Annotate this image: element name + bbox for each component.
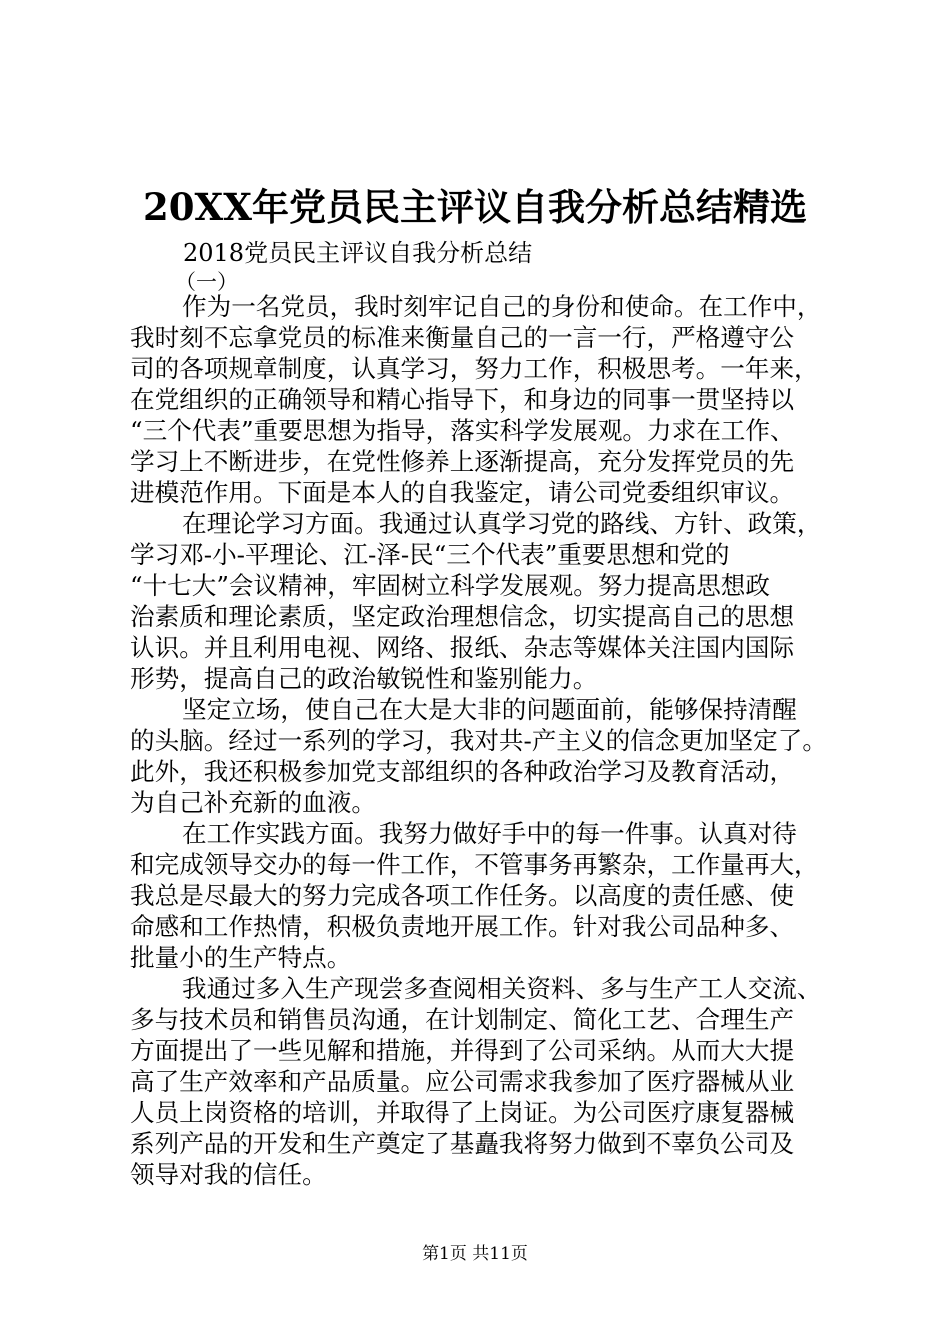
paragraph-line: 在党组织的正确领导和精心指导下，和身边的同事一贯坚持以 bbox=[130, 385, 795, 414]
paragraph-line: 坚定立场，使自己在大是大非的问题面前，能够保持清醒 bbox=[182, 695, 797, 724]
paragraph-line: 高了生产效率和产品质量。应公司需求我参加了医疗器械从业 bbox=[130, 1067, 795, 1096]
paragraph-line: 学习上不断进步，在党性修养上逐渐提高，充分发挥党员的先 bbox=[130, 447, 795, 476]
paragraph-line: 和完成领导交办的每一件工作，不管事务再繁杂，工作量再大， bbox=[130, 850, 819, 879]
paragraph-line: 我通过多入生产现尝多查阅相关资料、多与生产工人交流、 bbox=[182, 974, 822, 1003]
paragraph-line: 我时刻不忘拿党员的标准来衡量自己的一言一行，严格遵守公 bbox=[130, 323, 795, 352]
paragraph-line: 系列产品的开发和生产奠定了基矗我将努力做到不辜负公司及 bbox=[130, 1129, 795, 1158]
paragraph-line: “十七大”会议精神，牢固树立科学发展观。努力提高思想政 bbox=[130, 571, 770, 600]
paragraph-line: 我总是尽最大的努力完成各项工作任务。以高度的责任感、使 bbox=[130, 881, 795, 910]
paragraph-line: 批量小的生产特点。 bbox=[130, 943, 352, 972]
paragraph-line: 学习邓-小-平理论、江-泽-民“三个代表”重要思想和党的 bbox=[130, 540, 730, 569]
paragraph-line: 认识。并且利用电视、网络、报纸、杂志等媒体关注国内国际 bbox=[130, 633, 795, 662]
paragraph-line: 领导对我的信任。 bbox=[130, 1160, 327, 1189]
section-number: （一） bbox=[175, 270, 238, 294]
paragraph-line: 多与技术员和销售员沟通，在计划制定、简化工艺、合理生产 bbox=[130, 1005, 795, 1034]
paragraph-line: 在理论学习方面。我通过认真学习党的路线、方针、政策， bbox=[182, 509, 822, 538]
paragraph-line: 为自己补充新的血液。 bbox=[130, 788, 376, 817]
document-body bbox=[130, 291, 830, 1190]
paragraph-line: 方面提出了一些见解和措施，并得到了公司采纳。从而大大提 bbox=[130, 1036, 795, 1065]
document-subtitle: 2018党员民主评议自我分析总结 bbox=[183, 239, 533, 267]
paragraph-line: 在工作实践方面。我努力做好手中的每一件事。认真对待 bbox=[182, 819, 797, 848]
paragraph-line: 进模范作用。下面是本人的自我鉴定，请公司党委组织审议。 bbox=[130, 478, 795, 507]
paragraph-line: 作为一名党员，我时刻牢记自己的身份和使命。在工作中， bbox=[182, 292, 822, 321]
paragraph-line: “三个代表”重要思想为指导，落实科学发展观。力求在工作、 bbox=[130, 416, 795, 445]
paragraph-line: 的头脑。经过一系列的学习，我对共-产主义的信念更加坚定了。 bbox=[130, 726, 827, 755]
paragraph-line: 此外，我还积极参加党支部组织的各种政治学习及教育活动， bbox=[130, 757, 795, 786]
paragraph-line: 命感和工作热情，积极负责地开展工作。针对我公司品种多、 bbox=[130, 912, 795, 941]
paragraph-line: 形势，提高自己的政治敏锐性和鉴别能力。 bbox=[130, 664, 598, 693]
paragraph-line: 司的各项规章制度，认真学习，努力工作，积极思考。一年来， bbox=[130, 354, 819, 383]
paragraph-line: 人员上岗资格的培训，并取得了上岗证。为公司医疗康复器械 bbox=[130, 1098, 795, 1127]
paragraph-line: 治素质和理论素质，坚定政治理想信念，切实提高自己的思想 bbox=[130, 602, 795, 631]
page-number: 第1页 共11页 bbox=[422, 1244, 528, 1264]
document-title: 20XX年党员民主评议自我分析总结精选 bbox=[143, 185, 807, 229]
